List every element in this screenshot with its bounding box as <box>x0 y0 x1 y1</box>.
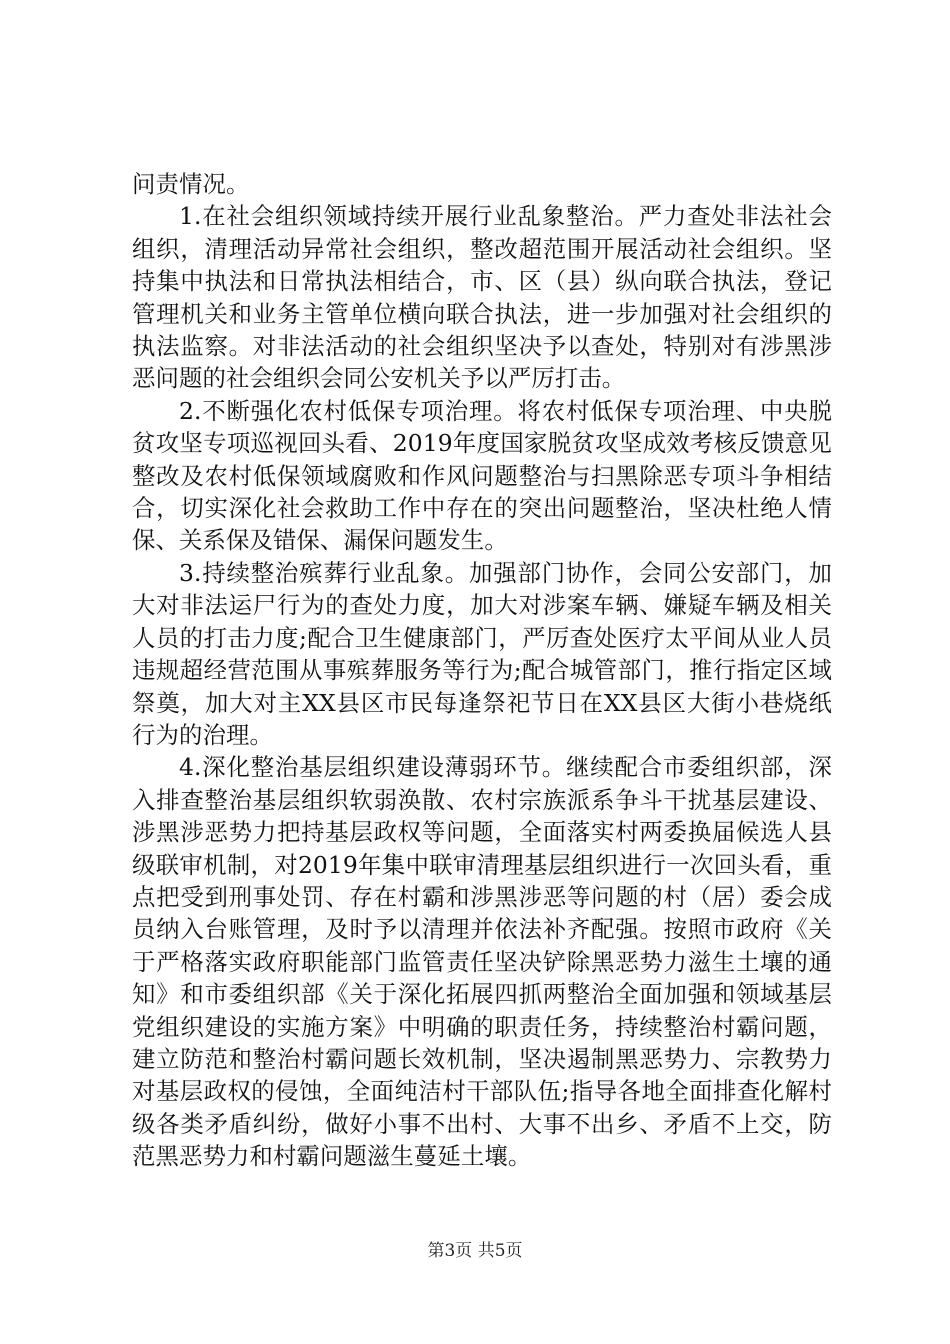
paragraph-continuation: 问责情况。 <box>132 170 250 198</box>
paragraph-item-1: 1.在社会组织领域持续开展行业乱象整治。严力查处非法社会组织，清理活动异常社会组织，整改超范围开展活动社会组织。坚持集中执法和日常执法相结合，市、区（县）纵向联合执法，登记管理机关和业务主管单位横向联合执法，进一步加强对社会组织的执法监察。对非法活动的社会组织坚决予以查处，特别对有涉黑涉恶问题的社会组织会同公安机关予以严厉打击。 <box>132 202 832 393</box>
paragraph-item-3: 3.持续整治殡葬行业乱象。加强部门协作，会同公安部门，加大对非法运尸行为的查处力度，加大对涉案车辆、嫌疑车辆及相关人员的打击力度;配合卫生健康部门，严厉查处医疗太平间从业人员违规超经营范围从事殡葬服务等行为;配合城管部门，推行指定区域祭奠，加大对主XX县区市民每逢祭祀节日在XX县区大街小巷烧纸行为的治理。 <box>132 558 832 749</box>
page-footer: 第3页 共5页 <box>427 1241 523 1261</box>
paragraph-item-4: 4.深化整治基层组织建设薄弱环节。继续配合市委组织部，深入排查整治基层组织软弱涣散、农村宗族派系争斗干扰基层建设、涉黑涉恶势力把持基层政权等问题，全面落实村两委换届候选人县级联审机制，对2019年集中联审清理基层组织进行一次回头看，重点把受到刑事处罚、存在村霸和涉黑涉恶等问题的村（居）委会成员纳入台账管理，及时予以清理并依法补齐配强。按照市政府《关于严格落实政府职能部门监管责任坚决铲除黑恶势力滋生土壤的通知》和市委组织部《关于深化拓展四抓两整治全面加强和领域基层党组织建设的实施方案》中明确的职责任务，持续整治村霸问题，建立防范和整治村霸问题长效机制，坚决遏制黑恶势力、宗教势力对基层政权的侵蚀，全面纯洁村干部队伍;指导各地全面排查化解村级各类矛盾纠纷，做好小事不出村、大事不出乡、矛盾不上交，防范黑恶势力和村霸问题滋生蔓延土壤。 <box>132 753 832 1171</box>
body-text <box>132 168 832 1173</box>
paragraph-item-2: 2.不断强化农村低保专项治理。将农村低保专项治理、中央脱贫攻坚专项巡视回头看、2019年度国家脱贫攻坚成效考核反馈意见整改及农村低保领域腐败和作风问题整治与扫黑除恶专项斗争相结合，切实深化社会救助工作中存在的突出问题整治，坚决杜绝人情保、关系保及错保、漏保问题发生。 <box>132 396 832 555</box>
